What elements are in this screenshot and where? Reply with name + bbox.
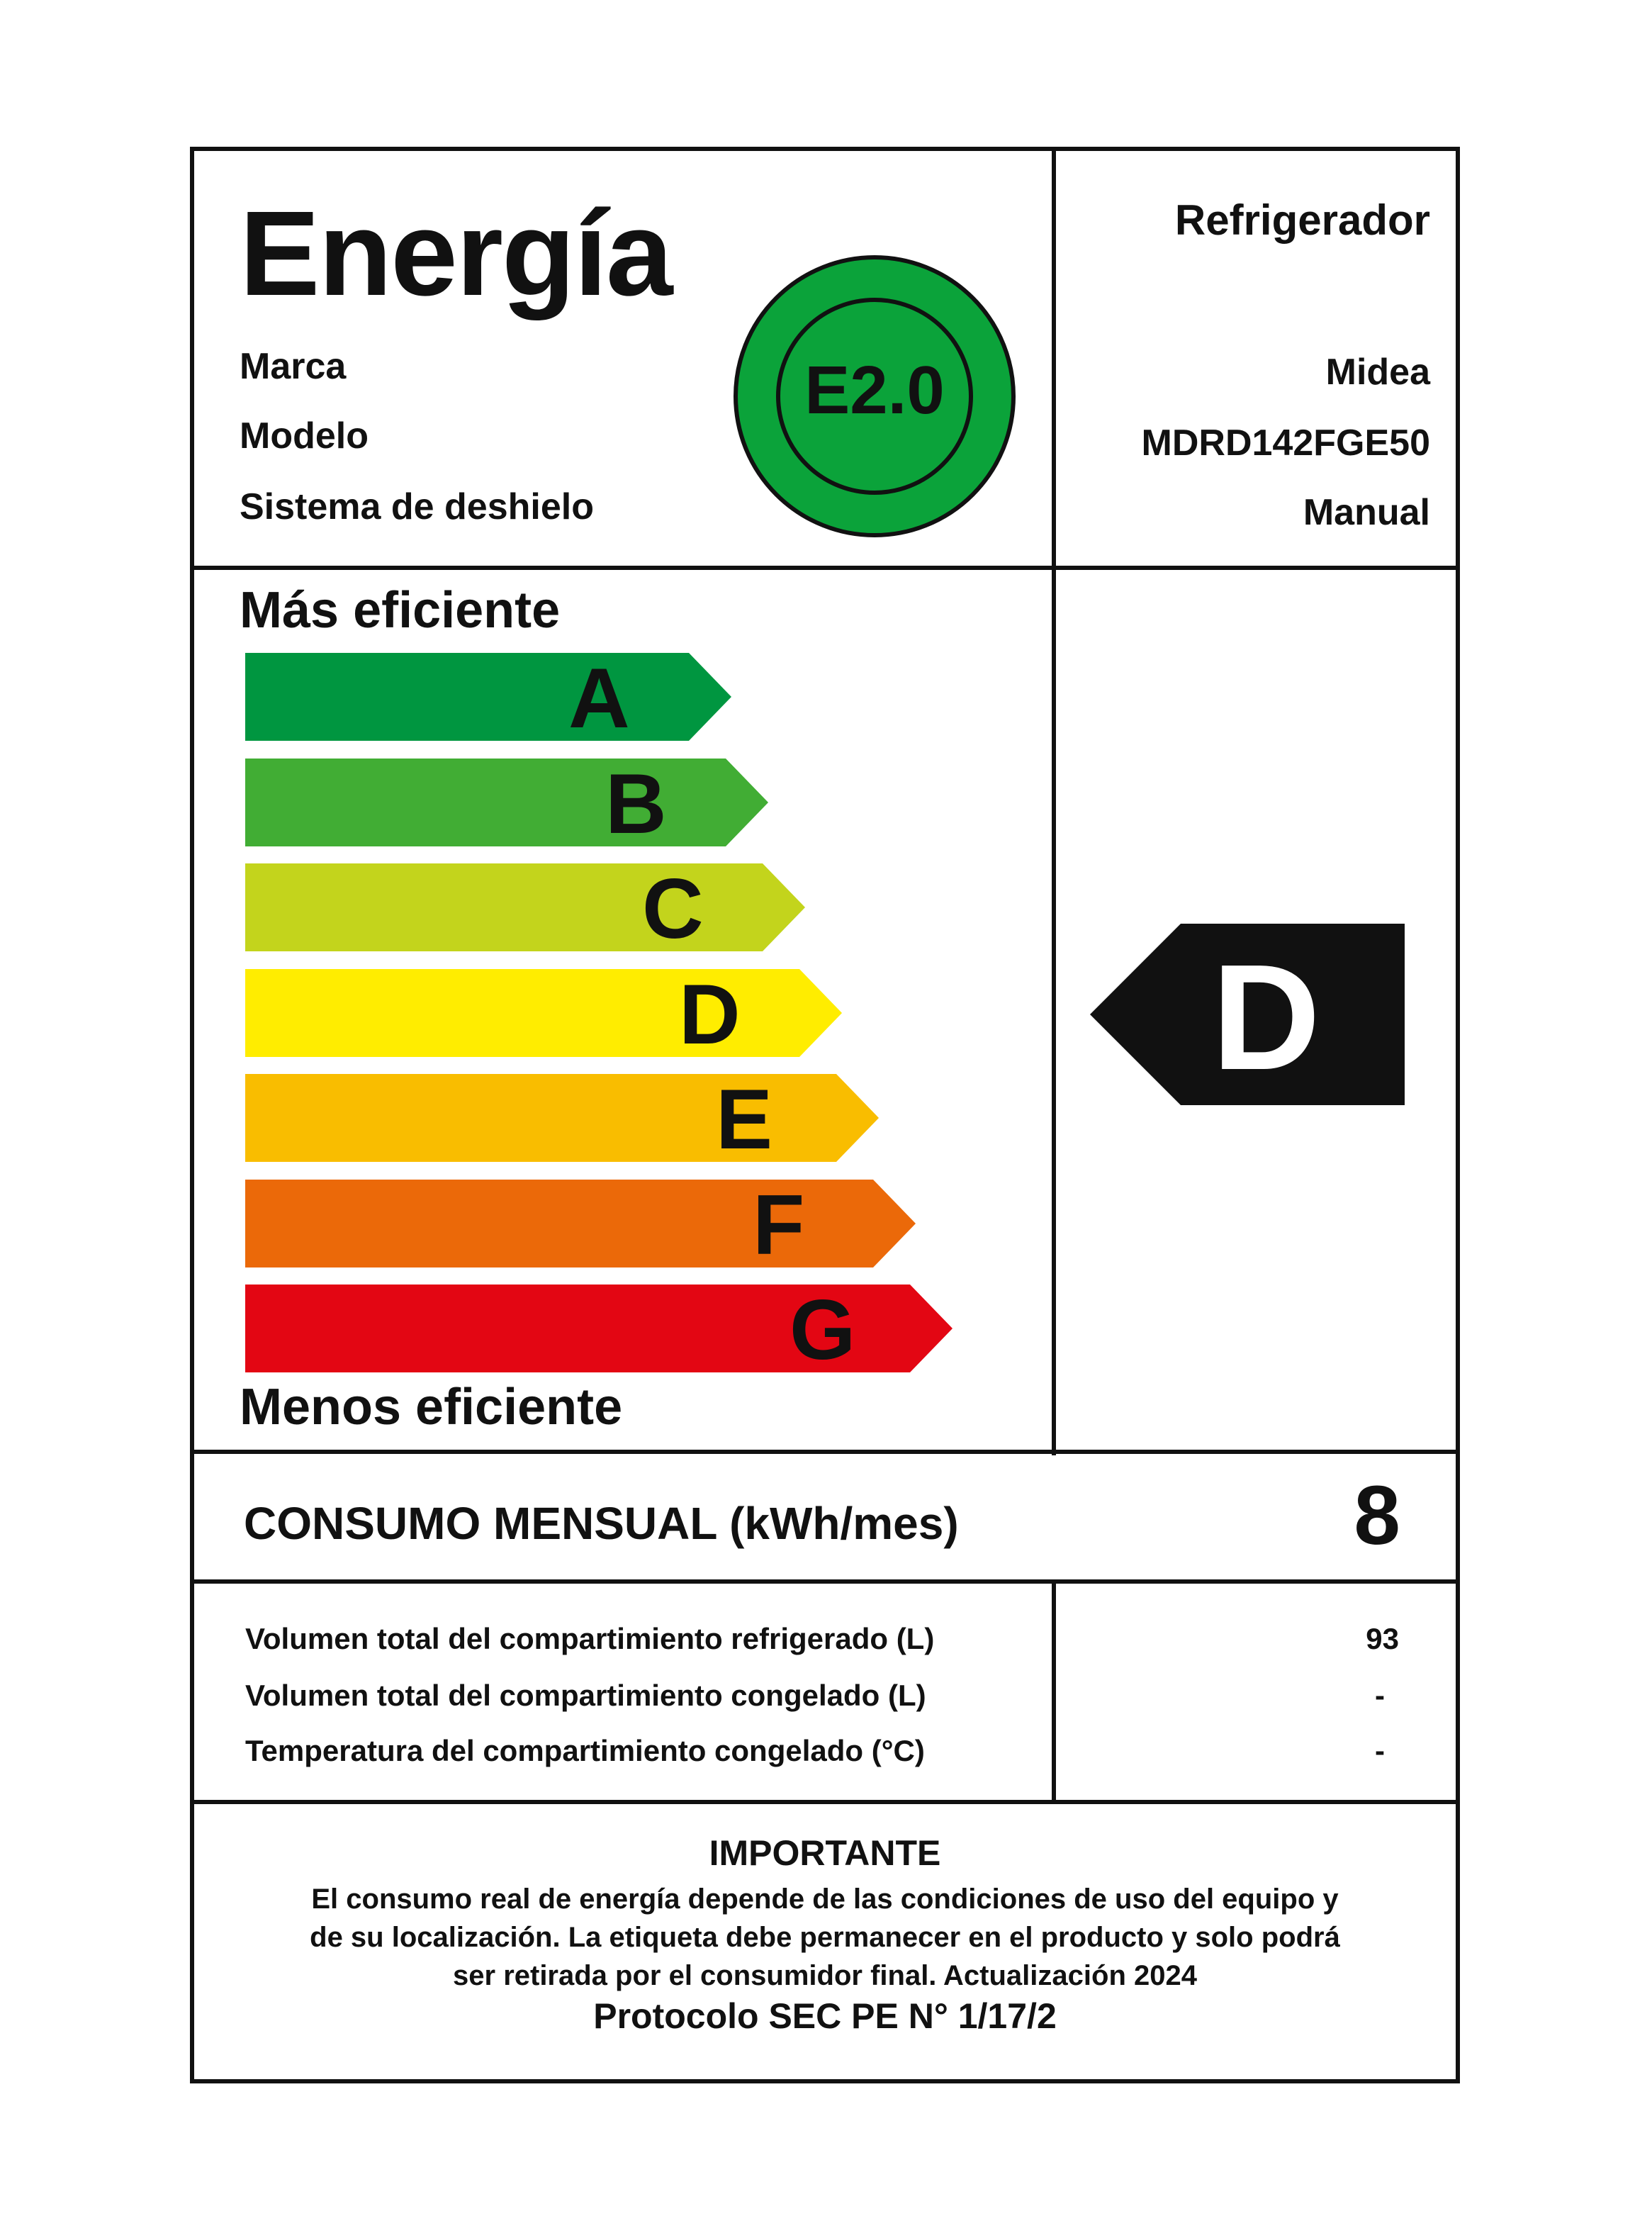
efficiency-bar-g — [245, 1282, 953, 1377]
spec-label-refrigerated-volume: Volumen total del compartimiento refrigerado (L) — [245, 1622, 935, 1655]
seal-text: E2.0 — [804, 352, 945, 428]
spec-label-frozen-temperature: Temperatura del compartimiento congelado (°C) — [245, 1734, 925, 1767]
appliance-type: Refrigerador — [1174, 196, 1430, 244]
efficiency-bar-f — [245, 1177, 916, 1272]
divider-specs — [194, 1800, 1456, 1804]
consumption-label: CONSUMO MENSUAL (kWh/mes) — [244, 1498, 959, 1549]
efficiency-bar-d — [245, 966, 842, 1062]
efficiency-bar-letter: F — [753, 1177, 805, 1272]
brand-value: Midea — [1325, 352, 1430, 393]
efficiency-bar-letter: E — [716, 1072, 773, 1167]
efficiency-bar-letter: A — [568, 651, 630, 746]
efficiency-bar-c — [245, 861, 805, 956]
spec-value-refrigerated-volume: 93 — [1366, 1622, 1399, 1655]
defrost-value: Manual — [1303, 492, 1430, 533]
least-efficient-label: Menos eficiente — [240, 1379, 623, 1436]
column-divider-top — [1052, 151, 1056, 1455]
efficiency-bar-a — [245, 651, 731, 746]
notice-line-2: de su localización. La etiqueta debe permanecer en el producto y solo podrá — [310, 1922, 1340, 1953]
label-title: Energía — [240, 186, 672, 321]
seal-badge — [733, 254, 1016, 538]
spec-value-frozen-volume: - — [1375, 1679, 1385, 1712]
model-label: Modelo — [240, 415, 369, 457]
most-efficient-label: Más eficiente — [240, 582, 561, 639]
rating-pointer — [1090, 924, 1405, 1105]
efficiency-bar-letter: G — [790, 1282, 856, 1377]
efficiency-bar-b — [245, 756, 768, 851]
divider-header — [194, 566, 1456, 570]
rating-letter: D — [1212, 933, 1321, 1101]
efficiency-bar-letter: B — [605, 756, 667, 851]
divider-scale — [194, 1450, 1456, 1454]
efficiency-bar-e — [245, 1072, 879, 1167]
spec-label-frozen-volume: Volumen total del compartimiento congelado (L) — [245, 1679, 926, 1712]
notice-line-1: El consumo real de energía depende de las condiciones de uso del equipo y — [311, 1884, 1339, 1915]
notice-protocol: Protocolo SEC PE N° 1/17/2 — [593, 1996, 1057, 2036]
consumption-value: 8 — [1354, 1469, 1400, 1562]
spec-value-frozen-temperature: - — [1375, 1734, 1385, 1767]
efficiency-bar-letter: D — [679, 966, 741, 1062]
divider-consumption — [194, 1579, 1456, 1584]
brand-label: Marca — [240, 346, 347, 387]
energy-label — [190, 147, 1460, 2083]
notice-title: IMPORTANTE — [709, 1833, 941, 1873]
notice-line-3: ser retirada por el consumidor final. Actualización 2024 — [453, 1960, 1197, 1991]
column-divider-bottom — [1052, 1579, 1056, 1801]
efficiency-bar-letter: C — [642, 861, 704, 956]
defrost-label: Sistema de deshielo — [240, 486, 594, 527]
model-value: MDRD142FGE50 — [1141, 422, 1430, 464]
